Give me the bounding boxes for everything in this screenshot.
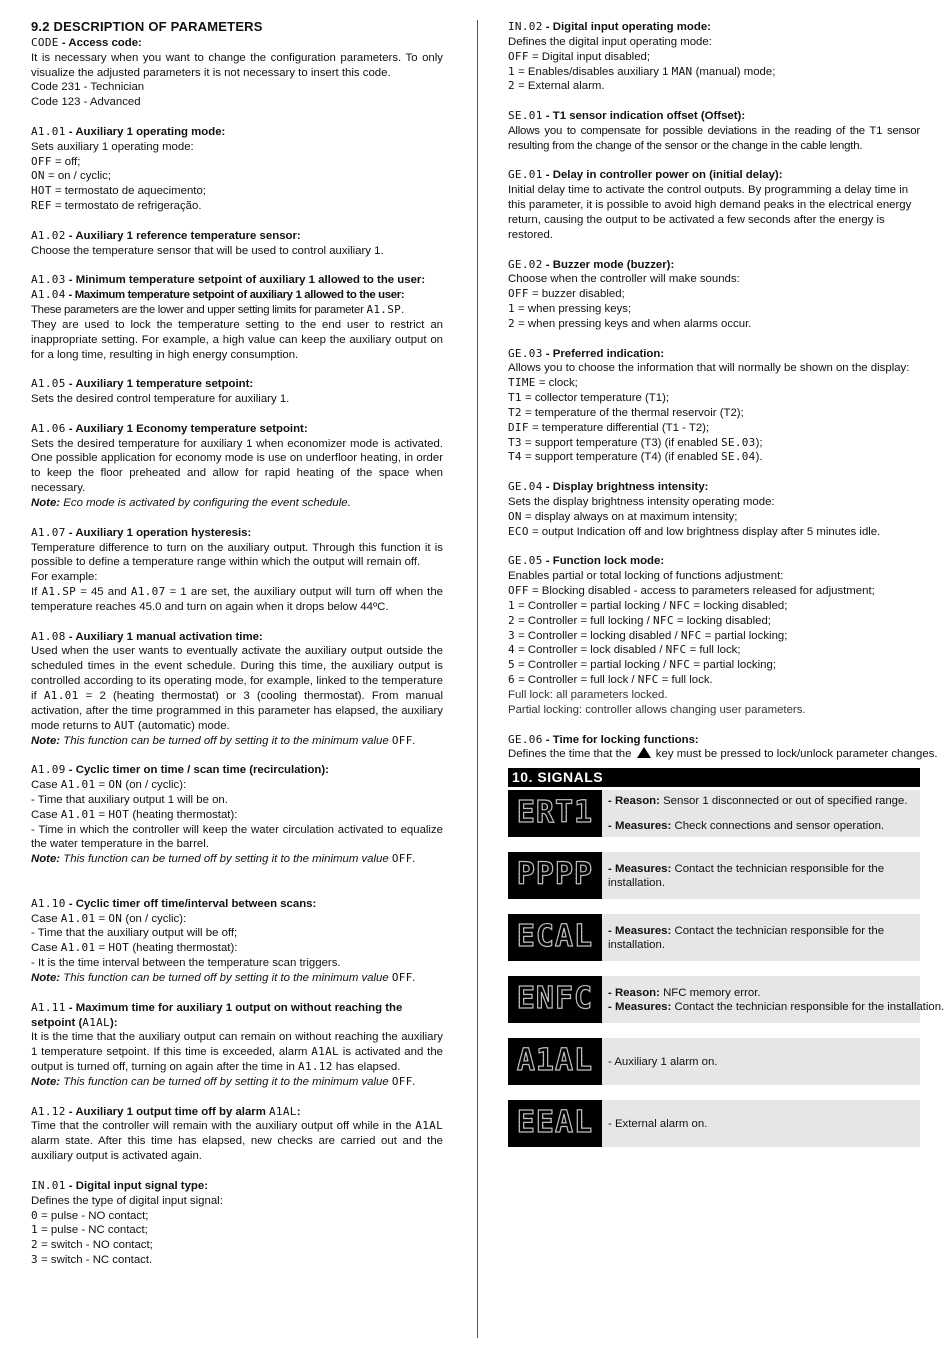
param-in02: IN.02 - Digital input operating mode: Defines the digital input operating mode: OFF = Digital input disabled; 1 = Enables/disables auxiliary 1 MAN (manual) mode; 2 = External alarm. (508, 20, 776, 93)
left-column (31, 20, 443, 1283)
signal-row-ecal: ECAL - Measures: Contact the technician responsible for the installation. (508, 914, 920, 961)
right-column (508, 20, 945, 1162)
param-a105: A1.05 - Auxiliary 1 temperature setpoint: Sets the desired control temperature for auxiliary 1. (31, 377, 290, 406)
param-code-id: CODE (31, 35, 59, 49)
param-ge05: GE.05 - Function lock mode: Enables partial or total locking of functions adjustment: OFF = Blocking disabled - access to parameters released for adjustment; 1 = Controller = partial locking / NFC = locking disabled; 2 = Controller = full locking / NFC = locking disabled; 3 = Controller = locking disabled / NFC = partial locking; 4 = Controller = lock disabled / NFC = full lock; 5 = Controller = partial locking / NFC = partial locking; 6 = Controller = full lock / NFC = full lock. Full lock: all parameters locked. Partial locking: controller allows changing user parameters. (508, 554, 875, 716)
param-a101: A1.01 - Auxiliary 1 operating mode: Sets auxiliary 1 operating mode: OFF = off; ON = on / cyclic; HOT = termostato de aquecimento; REF = termostato de refrigeração. (31, 124, 226, 213)
lcd-display-icon: PPPP (508, 852, 602, 899)
up-arrow-key-icon (637, 747, 651, 758)
section-title: 9.2 DESCRIPTION OF PARAMETERS (31, 19, 263, 34)
lcd-display-icon: ENFC (508, 976, 602, 1023)
param-ge04: GE.04 - Display brightness intensity: Sets the display brightness intensity operating mode: ON = display always on at maximum intensity; ECO = output Indication off and low brightness display after 5 minutes idle. (508, 480, 881, 538)
param-a110: A1.10 - Cyclic timer off time/interval between scans: Case A1.01 = ON (on / cyclic): - Time that the auxiliary output will be off; Case A1.01 = HOT (heating thermostat): - It is the time interval between the temperature scan triggers. Note: This function can be turned off by setting it to the minimum value OFF. (31, 896, 416, 984)
param-a108: A1.08 - Auxiliary 1 manual activation time: Used when the user wants to eventually activate the auxiliary output outside the scheduled times in the event schedule. During this time, the auxiliary output is controlled according to its operating mode, for example, linked to the temperature if A1.01 = 2 (heating thermostat) or 3 (cooling thermostat). From manual activation, after the time programmed in this parameter has elapsed, the auxiliary mode returns to AUT (automatic) mode. Note: This function can be turned off by setting it to the minimum value OFF. (31, 629, 443, 747)
param-code: CODE - Access code: It is necessary when you want to change the configuration parameters. To only visualize the adjusted parameters it is not necessary to insert this code. Code 231 - Technician Code 123 - Advanced (31, 35, 443, 109)
lcd-display-icon: EEAL (508, 1100, 602, 1147)
param-a112: A1.12 - Auxiliary 1 output time off by alarm A1AL: Time that the controller will remain with the auxiliary output off while in the A1AL alarm state. After this time has elapsed, new checks are carried out and the auxiliary output is activated again. (31, 1104, 443, 1163)
param-ge02: GE.02 - Buzzer mode (buzzer): Choose when the controller will make sounds: OFF = buzzer disabled; 1 = when pressing keys; 2 = when pressing keys and when alarms occur. (508, 257, 752, 330)
param-a107: A1.07 - Auxiliary 1 operation hysteresis: Temperature difference to turn on the auxiliary output. Through this function it is possible to define a temperature range within which the output will remain off. For example: If A1.SP = 45 and A1.07 = 1 are set, the auxiliary output will turn off when the temperature reaches 45.0 and turn on again when it drops below 44ºC. (31, 525, 443, 613)
param-ge06: GE.06 - Time for locking functions: Defines the time that the key must be pressed to lock/unlock parameter changes. (508, 732, 938, 761)
signals-header: 10. SIGNALS (508, 768, 920, 787)
signal-row-a1al: A1AL - Auxiliary 1 alarm on. (508, 1038, 920, 1085)
param-a109: A1.09 - Cyclic timer on time / scan time (recirculation): Case A1.01 = ON (on / cyclic): - Time that auxiliary output 1 will be on. Case A1.01 = HOT (heating thermostat): - Time in which the controller will keep the water circulation activated to equalize the water temperature in the barrel. Note: This function can be turned off by setting it to the minimum value OFF. (31, 763, 443, 866)
param-ge01: GE.01 - Delay in controller power on (initial delay): Initial delay time to activate the control outputs. By programming a delay time in this parameter, it is possible to avoid high demand peaks in the electrical energy return, causing the output to be activated a few seconds after the energy is restored. (508, 168, 912, 241)
signal-row-eeal: EEAL - External alarm on. (508, 1100, 920, 1147)
param-a103-a104: A1.03 - Minimum temperature setpoint of auxiliary 1 allowed to the user: A1.04 - Maximum temperature setpoint of auxiliary 1 allowed to the user: These parameters are the lower and upper setting limits for parameter A1.SP. They are used to lock the temperature setting to the end user to restrict an inappropriate setting. For example, a high value can keep the auxiliary output on for a long time, resulting in high energy consumption. (31, 273, 443, 361)
signal-row-ert1: ERT1 - Reason: Sensor 1 disconnected or out of specified range. - Measures: Check connections and sensor operation. (508, 790, 920, 837)
lcd-display-icon: ERT1 (508, 790, 602, 837)
param-ge03: GE.03 - Preferred indication: Allows you to choose the information that will normally be shown on the display: TIME = clock; T1 = collector temperature (T1); T2 = temperature of the thermal reservoir (T2); DIF = temperature differential (T1 - T2); T3 = support temperature (T3) (if enabled SE.03); T4 = support temperature (T4) (if enabled SE.04). (508, 346, 910, 464)
lcd-display-icon: ECAL (508, 914, 602, 961)
param-se01: SE.01 - T1 sensor indication offset (Offset): Allows you to compensate for possible deviations in the reading of the T1 sensor resulting from the change of the sensor or the change in the cable length. (508, 109, 920, 152)
param-a106: A1.06 - Auxiliary 1 Economy temperature setpoint: Sets the desired temperature for auxiliary 1 when economizer mode is activated. One possible application for economy mode is use on underfloor heating, in order to keep the floor preheated and allow for rapid heating of the space when necessary. Note: Eco mode is activated by configuring the event schedule. (31, 421, 443, 509)
signal-row-pppp: PPPP - Measures: Contact the technician responsible for the installation. (508, 852, 920, 899)
param-in01: IN.01 - Digital input signal type: Defines the type of digital input signal: 0 = pulse - NO contact; 1 = pulse - NC contact; 2 = switch - NO contact; 3 = switch - NC contact. (31, 1178, 223, 1267)
column-divider (477, 20, 478, 1338)
signal-row-enfc: ENFC - Reason: NFC memory error. - Measures: Contact the technician responsible for the installation. (508, 976, 920, 1023)
lcd-display-icon: A1AL (508, 1038, 602, 1085)
param-a111: A1.11 - Maximum time for auxiliary 1 output on without reaching the setpoint (A1AL): It is the time that the auxiliary output can remain on without reaching the auxiliary 1 temperature setpoint. If this time is exceeded, alarm A1AL is activated and the output is turned off, turning on again after the time in A1.12 has elapsed. Note: This function can be turned off by setting it to the minimum value OFF. (31, 1000, 443, 1088)
param-a102: A1.02 - Auxiliary 1 reference temperature sensor: Choose the temperature sensor that will be used to control auxiliary 1. (31, 228, 384, 257)
